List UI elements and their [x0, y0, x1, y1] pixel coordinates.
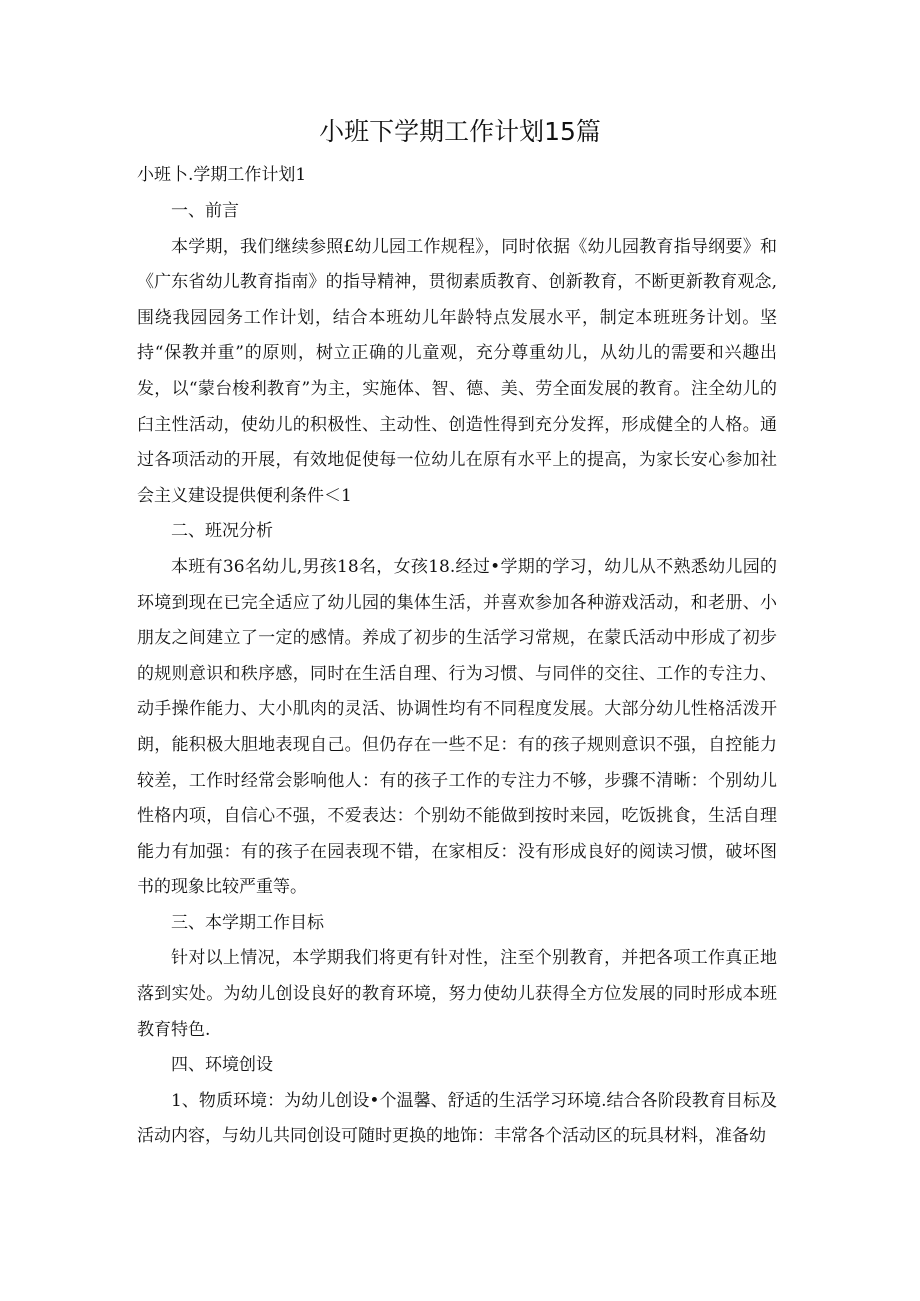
document-title: 小班下学期工作计划15篇: [319, 117, 601, 146]
section-heading-environment: 四、环境创设: [171, 1055, 273, 1076]
paragraph-preface: 本学期，我们继续参照£幼儿园工作规程》，同时依据《幼儿园教育指导纲要》和《广东省幼儿教育指南》的指导精神，贯彻素质教育、创新教育，不断更新教育观念,围绕我园园务工作计划，结合本班幼儿年龄特点发展水平，制定本班班务计划。坚持“保教并重”的原则，树立正确的儿童观，充分尊重幼儿，从幼儿的需要和兴趣出发，以“蒙台梭利教育”为主，实施体、智、德、美、劳全面发展的教育。注全幼儿的臼主性活动，使幼儿的积极性、主动性、创造性得到充分发挥，形成健全的人格。通过各项活动的开展，有效地促使每一位幼儿在原有水平上的提高，为家长安心参加社会主义建设提供便利条件＜1: [137, 236, 777, 506]
section-heading-goals: 三、本学期工作目标: [171, 912, 324, 933]
paragraph-environment: 1、物质环境：为幼儿创设•个温馨、舒适的生活学习环境.结合各阶段教育目标及活动内容，与幼儿共同创设可随时更换的地饰：丰常各个活动区的玩具材料，准备幼: [137, 1090, 777, 1147]
document-subtitle: 小班卜.学期工作计划1: [137, 165, 307, 185]
paragraph-goals: 针对以上情况，本学期我们将更有针对性，注至个别教育，并把各项工作真正地落到实处。为幼儿创设良好的教育环境，努力使幼儿获得全方位发展的同时形成本班教育特色.: [137, 948, 777, 1040]
document-body: [137, 194, 777, 1155]
section-heading-preface: 一、前言: [171, 201, 239, 221]
paragraph-class-analysis: 本班有36名幼儿,男孩18名，女孩18.经过•学期的学习，幼儿从不熟悉幼儿园的环境到现在已完全适应了幼儿园的集体生活，并喜欢参加各种游戏活动，和老册、小朋友之间建立了一定的感情。养成了初步的生活学习常规，在蒙氏活动中形成了初步的规则意识和秩序感，同时在生活自理、行为习惯、与同伴的交往、工作的专注力、动手操作能力、大小肌肉的灵活、协调性均有不同程度发展。大部分幼儿性格活泼开朗，能积极大胆地表现自己。但仍存在一些不足：有的孩子规则意识不强，自控能力较差，工作时经常会影响他人：有的孩子工作的专注力不够，步骤不清晰：个别幼儿性格内项，自信心不强，不爱表达：个别幼不能做到按时来园，吃饭挑食，生活自理能力有加强：有的孩子在园表现不错，在家相反：没有形成良好的阅读习惯，破坏图书的现象比较严重等。: [137, 556, 777, 898]
section-heading-class-analysis: 二、班况分析: [171, 521, 273, 542]
